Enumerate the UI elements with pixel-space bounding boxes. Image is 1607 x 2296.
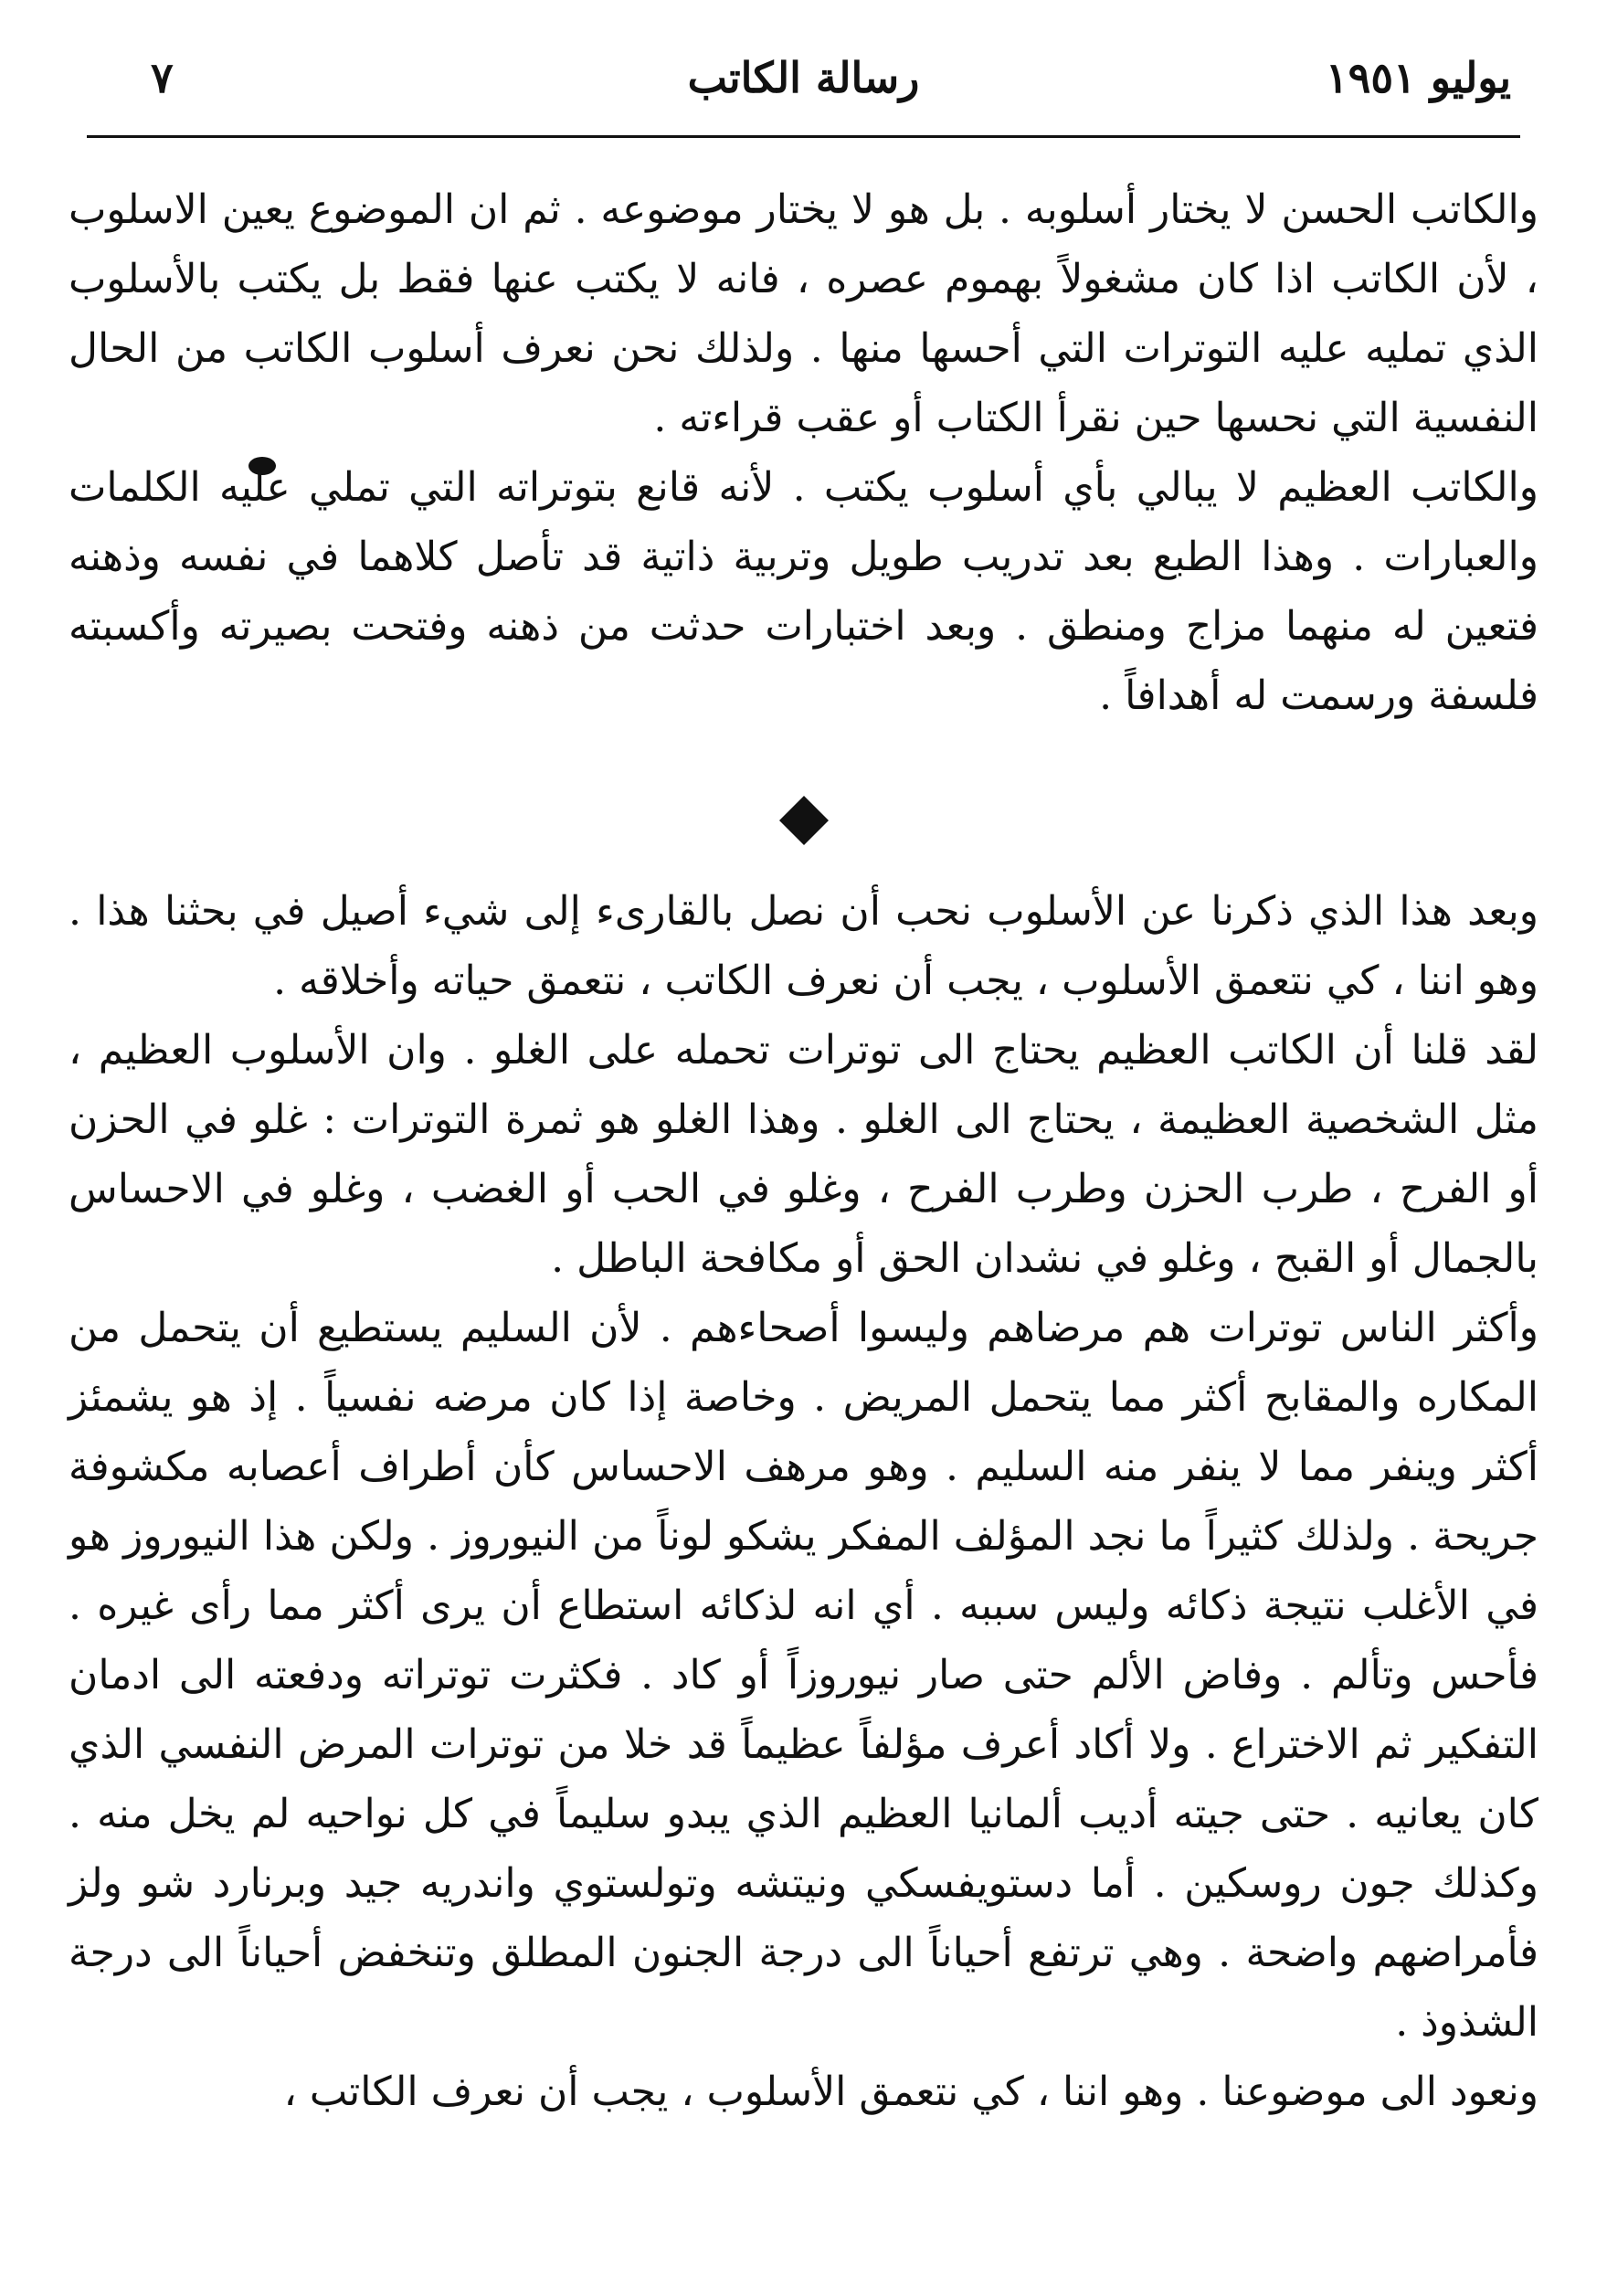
paragraph: ونعود الى موضوعنا . وهو اننا ، كي نتعمق الأسلوب ، يجب أن نعرف الكاتب ، bbox=[283, 2069, 1538, 2115]
page-header bbox=[78, 50, 1529, 123]
paragraph: وأكثر الناس توترات هم مرضاهم وليسوا أصحاءهم . لأن السليم يستطيع أن يتحمل من المكاره والمقابح أكثر مما يتحمل المريض . وخاصة إذا كان مرضه نفسياً . إذ هو يشمئز أكثر وينفر مما لا ينفر منه السليم . وهو مرهف الاحساس كأن أطراف أعصابه مكشوفة جريحة . ولذلك كثيراً ما نجد المؤلف المفكر يشكو لوناً من النيوروز . ولكن هذا النيوروز هو في الأغلب نتيجة ذكائه وليس سببه . أي انه لذكائه استطاع أن يرى أكثر مما رأى غيره . فأحس وتألم . وفاض الألم حتى صار نيوروزاً أو كاد . فكثرت توتراته ودفعته الى ادمان التفكير ثم الاختراع . ولا أكاد أعرف مؤلفاً عظيماً قد خلا من توترات المرض النفسي الذي كان يعانيه . حتى جيته أديب ألمانيا العظيم الذي يبدو سليماً في كل نواحيه لم يخل منه . وكذلك جون روسكين . أما دستويفسكي ونيتشه وتولستوي واندريه جيد وبرنارد شو ولز فأمراضهم واضحة . وهي ترتفع أحياناً الى درجة الجنون المطلق وتنخفض أحياناً الى درجة الشذوذ . bbox=[69, 1305, 1538, 2046]
header-rule bbox=[87, 135, 1520, 138]
running-title: رسالة الكاتب bbox=[687, 53, 920, 102]
paragraph: لقد قلنا أن الكاتب العظيم يحتاج الى توترات تحمله على الغلو . وان الأسلوب العظيم ، مثل الشخصية العظيمة ، يحتاج الى الغلو . وهذا الغلو هو ثمرة التوترات : غلو في الحزن أو الفرح ، طرب الحزن وطرب الفرح ، وغلو في الحب أو الغضب ، وغلو في الاحساس بالجمال أو القبح ، وغلو في نشدان الحق أو مكافحة الباطل . bbox=[69, 1027, 1538, 1282]
section-divider bbox=[0, 793, 1607, 848]
paragraph: وبعد هذا الذي ذكرنا عن الأسلوب نحب أن نصل بالقارىء إلى شيء أصيل في بحثنا هذا . وهو اننا ، كي نتعمق الأسلوب ، يجب أن نعرف الكاتب ، نتعمق حياته وأخلاقه . bbox=[69, 888, 1538, 1004]
page-number: ٧ bbox=[151, 53, 174, 102]
section-two bbox=[69, 877, 1538, 2127]
paragraph: والكاتب العظيم لا يبالي بأي أسلوب يكتب . لأنه قانع بتوتراته التي تملي عليه الكلمات والعبارات . وهذا الطبع بعد تدريب طويل وتربية ذاتية قد تأصل كلاهما في نفسه وذهنه فتعين له منهما مزاج ومنطق . وبعد اختبارات حدثت من ذهنه وفتحت بصيرته وأكسبته فلسفة ورسمت له أهدافاً . bbox=[69, 464, 1538, 719]
section-one bbox=[69, 175, 1538, 731]
issue-date: يوليو ١٩٥١ bbox=[1325, 53, 1511, 102]
diamond-ornament-icon bbox=[777, 794, 830, 847]
paragraph: والكاتب الحسن لا يختار أسلوبه . بل هو لا يختار موضوعه . ثم ان الموضوع يعين الاسلوب ، لأن الكاتب اذا كان مشغولاً بهموم عصره ، فانه لا يكتب عنها فقط بل يكتب بالأسلوب الذي تمليه عليه التوترات التي أحسها منها . ولذلك نحن نعرف أسلوب الكاتب من الحال النفسية التي نحسها حين نقرأ الكتاب أو عقب قراءته . bbox=[69, 186, 1538, 441]
